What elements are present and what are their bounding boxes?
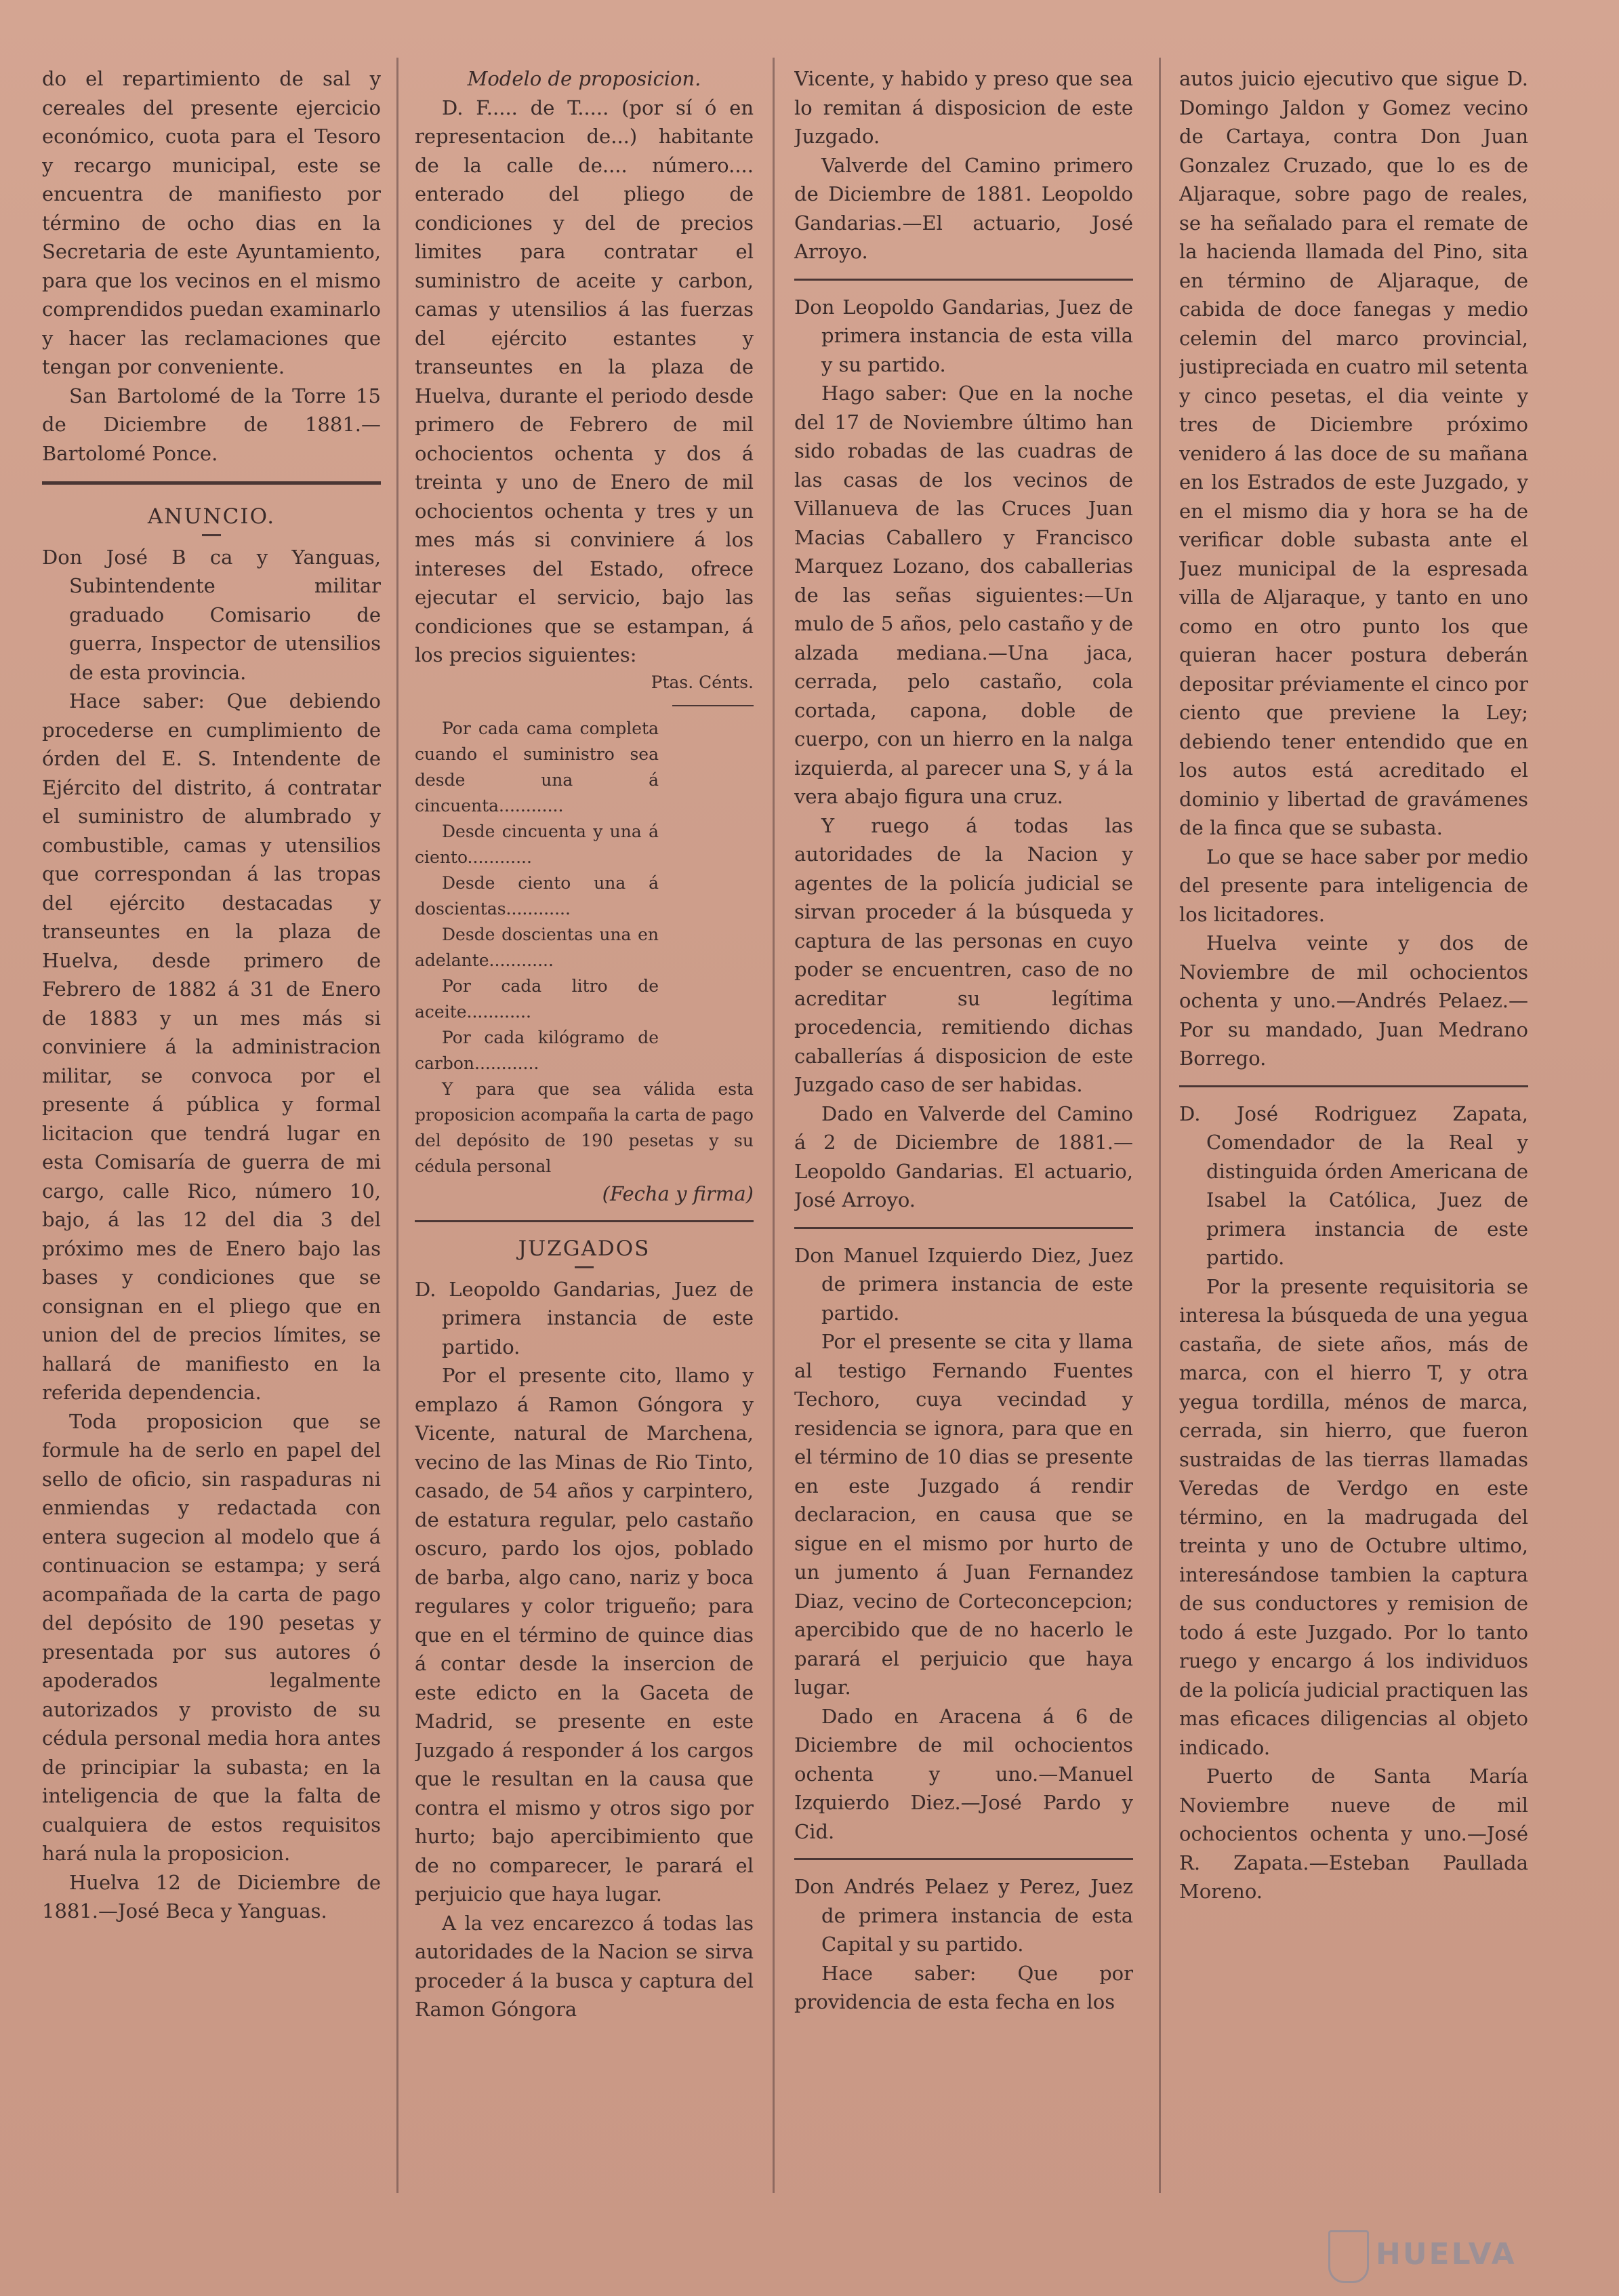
date-signature-placeholder: (Fecha y firma) [602,1182,754,1205]
heading-dash [202,534,221,536]
signature-line: Valverde del Camino primero de Diciembre de 1881. Leopoldo Gandarias.—El actuario, José Arroyo. [794,153,1133,263]
section-divider [42,481,381,485]
paragraph: Hace saber: Que por providencia de esta fecha en los [794,1961,1133,2013]
column-1 [42,64,381,2207]
section-divider [415,1220,754,1222]
paragraph: Toda proposicion que se formule ha de serlo en papel del sello de oficio, sin raspaduras ni enmiendas y redactada con entera sugecion al modelo que á continuacion se estampa; y será acompañada de la carta de pago del depósito de 190 pesetas y presentada por sus autores ó apoderados legalmente autorizados y provisto de su cédula personal media hora antes de principiar la subasta; en la inteligencia de que la falta de cualquiera de estos requisitos hará nula la proposicion. [42,1409,381,1865]
paragraph: Hago saber: Que en la noche del 17 de Noviembre último han sido robadas de las cuadras de las casas de los vecinos de Villanueva de las Cruces Juan Macias Caballero y Francisco Marquez Lozano, dos caballerias de las señas siguientes:—Un mulo de 5 años, pelo castaño y de alzada mediana.—Una jaca, cerrada, pelo castaño, cola cortada, capona, doble de cuerpo, con un hierro en la nalga izquierda, al parecer una S, y á la vera abajo figura una cruz. [794,382,1133,808]
price-item: Por cada litro de aceite............ [415,975,659,1022]
column-4 [1179,64,1528,2207]
official-heading: Don Manuel Izquierdo Diez, Juez de primera instancia de este partido. [794,1243,1133,1325]
column-rule [773,58,775,2193]
column-rule [1159,58,1161,2193]
stamp-text: HUELVA [1376,2237,1517,2272]
section-divider [1179,1085,1528,1087]
signature-line: Huelva veinte y dos de Noviembre de mil ochocientos ochenta y uno.—Andrés Pelaez.—Por su mandado, Juan Medrano Borrego. [1179,931,1528,1070]
price-item: Desde doscientas una en adelante............ [415,924,659,970]
official-heading: Don Andrés Pelaez y Perez, Juez de primera instancia de esta Capital y su partido. [794,1875,1133,1956]
library-stamp [1328,2230,1559,2284]
paragraph: autos juicio ejecutivo que sigue D. Domingo Jaldon y Gomez vecino de Cartaya, contra Don Juan Gonzalez Cruzado, que lo es de Aljaraque, sobre pago de reales, se ha señalado para el remate de la hacienda llamada del Pino, sita en término de Aljaraque, de cabida de doce fanegas y medio celemin del marco provincial, justipreciada en cuatro mil setenta y cinco pesetas, el dia veinte y tres de Diciembre próximo venidero á las doce de su mañana en los Estrados de este Juzgado, y en el mismo dia y hora se ha de verificar doble subasta ante el Juez municipal de la espresada villa de Aljaraque, y tanto en uno como en otro punto los que quieran hacer postura deberán depositar préviamente el cinco por ciento que previene la Ley; debiendo tener entendido que en los autos está acreditado el dominio y libertad de gravámenes de la finca que se subasta. [1179,67,1528,839]
price-item: Por cada cama completa cuando el suministro sea desde una á cincuenta............ [415,718,659,815]
paragraph: Hace saber: Que debiendo procederse en cumplimiento de órden del E. S. Intendente de Ejército del distrito, á contratar el suministro de alumbrado y combustible, camas y utensilios que correspondan á las tropas del ejército destacadas y transeuntes en la plaza de Huelva, desde primero de Febrero de 1882 á 31 de Enero de 1883 y un mes más si conviniere á la administracion militar, se convoca por el presente á pública y formal licitacion que tendrá lugar en esta Comisaría de guerra de mi cargo, calle Rico, número 10, bajo, á las 12 del dia 3 del próximo mes de Enero bajo las bases y condiciones que se consignan en el pliego que en union del de precios límites, se hallará de manifiesto en la referida dependencia. [42,689,381,1404]
paragraph: do el repartimiento de sal y cereales del presente ejercicio económico, cuota para el Tesoro y recargo municipal, este se encuentra de manifiesto por término de ocho dias en la Secretaria de este Ayuntamiento, para que los vecinos en el mismo comprendidos puedan examinarlo y hacer las reclamaciones que tengan por conveniente. [42,67,381,378]
paragraph: Por el presente se cita y llama al testigo Fernando Fuentes Techoro, cuya vecindad y residencia se ignora, para que en el término de 10 dias se presente en este Juzgado á rendir declaracion, en causa que se sigue en el mismo por hurto de un jumento á Juan Fernandez Diaz, vecino de Corteconcepcion; apercibido que de no hacerlo le parará el perjuicio que haya lugar. [794,1330,1133,1699]
signature-line: Dado en Valverde del Camino á 2 de Diciembre de 1881.—Leopoldo Gandarias. El actuario, José Arroyo. [794,1102,1133,1211]
model-heading: Modelo de proposicion. [467,67,701,90]
signature-line: San Bartolomé de la Torre 15 de Diciembre de 1881.—Bartolomé Ponce. [42,384,381,465]
section-heading-juzgados: JUZGADOS [518,1236,651,1261]
paragraph: Por el presente cito, llamo y emplazo á Ramon Góngora y Vicente, natural de Marchena, vecino de las Minas de Rio Tinto, casado, de 54 años y carpintero, de estatura regular, pelo castaño oscuro, pardo los ojos, poblado de barba, algo cano, nariz y boca regulares y color trigueño; para que en el término de quince dias á contar desde la insercion de este edicto en la Gaceta de Madrid, se presente en este Juzgado á responder á los cargos que le resultan en la causa que contra el mismo y otros sigo por hurto; bajo apercibimiento que de no comparecer, le parará el perjuicio que haya lugar. [415,1364,754,1906]
paragraph: Y para que sea válida esta proposicion acompaña la carta de pago del depósito de 190 pesetas y su cédula personal [415,1079,754,1176]
signature-line: Dado en Aracena á 6 de Diciembre de mil ochocientos ochenta y uno.—Manuel Izquierdo Diez.—José Pardo y Cid. [794,1704,1133,1843]
price-item: Desde ciento una á doscientas............ [415,872,659,919]
price-item: Por cada kilógramo de carbon............ [415,1027,659,1073]
official-heading: D. Leopoldo Gandarias, Juez de primera instancia de este partido. [415,1277,754,1358]
crest-icon [1328,2230,1369,2283]
column-3 [794,64,1133,2207]
price-rule [672,705,754,706]
signature-line: Puerto de Santa María Noviembre nueve de mil ochocientos ochenta y uno.—José R. Zapata.—Esteban Paullada Moreno. [1179,1765,1528,1903]
column-2 [415,64,754,2207]
price-columns-header: Ptas. Cénts. [651,672,754,692]
section-divider [794,1227,1133,1229]
paragraph: Y ruego á todas las autoridades de la Nacion y agentes de la policía judicial se sirvan proceder á la búsqueda y captura de las personas en cuyo poder se encuentren, caso de no acreditar su legítima procedencia, remitiendo dichas caballerías á disposicion de este Juzgado caso de ser habidas. [794,813,1133,1096]
official-heading: D. José Rodriguez Zapata, Comendador de la Real y distinguida órden Americana de Isabel la Católica, Juez de primera instancia de este partido. [1179,1102,1528,1269]
official-heading: Don Leopoldo Gandarias, Juez de primera instancia de esta villa y su partido. [794,295,1133,376]
price-item: Desde cincuenta y una á ciento............ [415,821,659,867]
paragraph: D. F..... de T..... (por sí ó en representacion de...) habitante de la calle de.... número.... enterado del pliego de condiciones y del de precios limites para contratar el suministro de aceite y carbon, camas y utensilios á las fuerzas del ejército estantes y transeuntes en la plaza de Huelva, durante el periodo desde primero de Febrero de mil ochocientos ochenta y dos á treinta y uno de Enero de mil ochocientos ochenta y tres y un mes más si conviniere á los intereses del Estado, ofrece ejecutar el servicio, bajo las condiciones que se estampan, á los precios siguientes: [415,96,754,666]
paragraph: Por la presente requisitoria se interesa la búsqueda de una yegua castaña, de siete años, más de marca, con el hierro T, y otra yegua tordilla, ménos de marca, cerrada, sin hierro, que fueron sustraidas de las tierras llamadas Veredas de Verdgo en este término, en la madrugada del treinta y uno de Octubre ultimo, interesándose tambien la captura de sus conductores y remision de todo á este Juzgado. Por lo tanto ruego y encargo á los individuos de la policía judicial practiquen las mas eficaces diligencias al objeto indicado. [1179,1274,1528,1759]
heading-dash [575,1266,594,1268]
section-divider [794,1858,1133,1860]
price-list [415,716,659,1076]
paragraph: Lo que se hace saber por medio del presente para inteligencia de los licitadores. [1179,845,1528,926]
section-heading-anuncio: ANUNCIO. [147,504,276,529]
section-divider [794,279,1133,281]
column-rule [396,58,398,2193]
paragraph: Vicente, y habido y preso que sea lo remitan á disposicion de este Juzgado. [794,67,1133,148]
official-heading: Don José B ca y Yanguas, Subintendente militar graduado Comisario de guerra, Inspector de utensilios de esta provincia. [42,545,381,684]
paragraph: A la vez encarezco á todas las autoridades de la Nacion se sirva proceder á la busca y captura del Ramon Góngora [415,1911,754,2021]
signature-line: Huelva 12 de Diciembre de 1881.—José Beca y Yanguas. [42,1870,381,1922]
